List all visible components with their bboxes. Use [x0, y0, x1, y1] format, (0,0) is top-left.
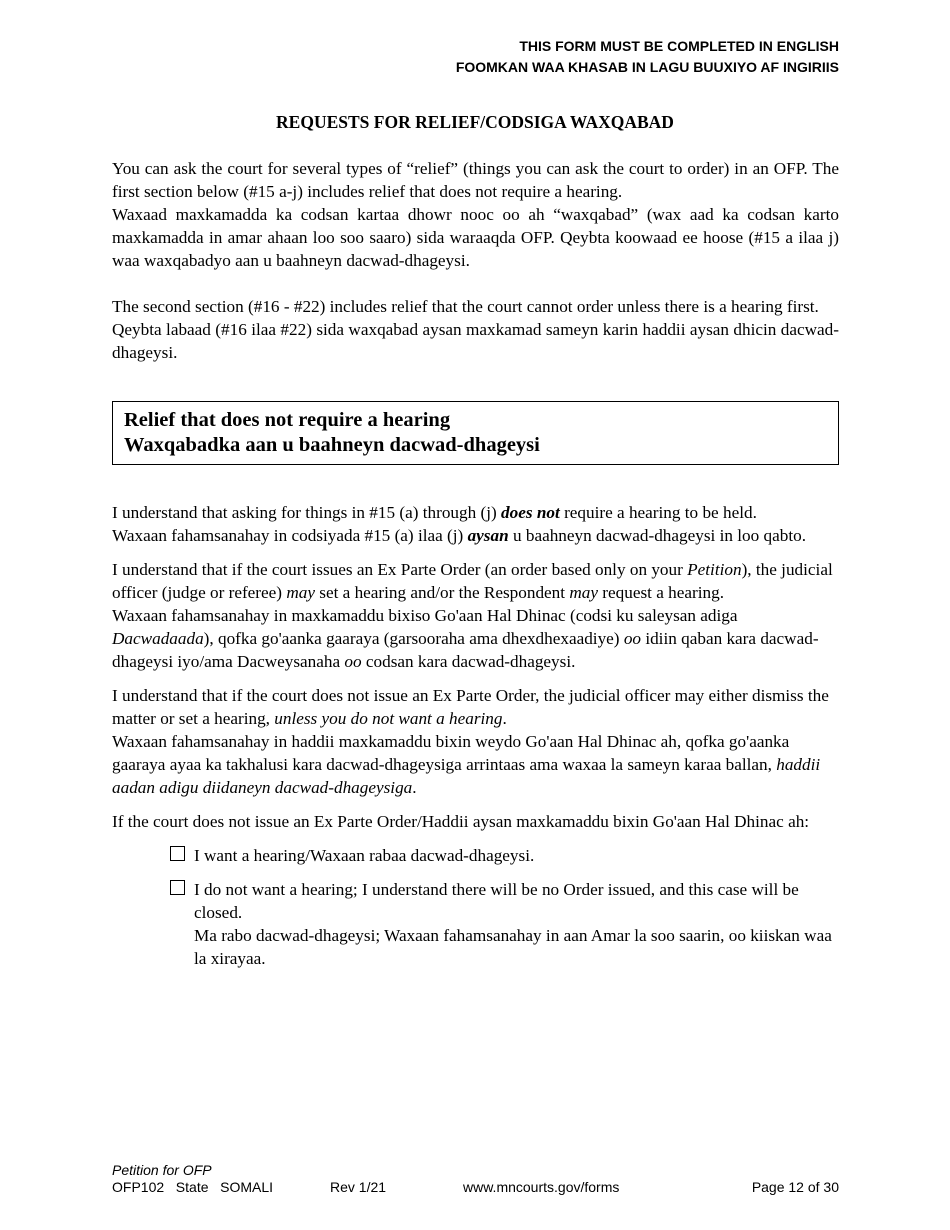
statement-no-hearing-en: I understand that asking for things in #15 (a) through (j) does not require a hearing to be held. [112, 503, 757, 522]
page-title: REQUESTS FOR RELIEF/CODSIGA WAXQABAD [276, 112, 674, 132]
statement-ex-parte-not-issued-en: I understand that if the court does not issue an Ex Parte Order, the judicial officer may either dismiss the matter or set a hearing, unless you do not want a hearing. [112, 686, 829, 728]
page-footer [112, 1162, 839, 1196]
if-no-order-prompt: If the court does not issue an Ex Parte Order/Haddii aysan maxkamaddu bixin Go'aan Hal Dhinac ah: [112, 812, 810, 831]
language-requirement-header [456, 36, 839, 78]
intro-second-section-so: Qeybta labaad (#16 ilaa #22) sida waxqabad aysan maxkamad sameyn karin haddii aysan dhicin dacwad-dhageysi. [112, 320, 839, 362]
want-hearing-checkbox[interactable] [170, 846, 185, 861]
option-no-hearing [170, 878, 839, 970]
footer-url-link[interactable]: www.mncourts.gov/forms [463, 1179, 620, 1195]
footer-details-row [112, 1179, 839, 1196]
statement-ex-parte-issued-so: Waxaan fahamsanahay in maxkamaddu bixiso Go'aan Hal Dhinac (codsi ku saleysan adiga Dacwadaada), qofka go'aanka gaaraya (garsooraha ama dhexdhexaadiye) oo idiin qaban kara dacwad-dhageysi iyo/ama Dacweysanaha oo codsan kara dacwad-dhageysi. [112, 606, 819, 671]
intro-second-section-en: The second section (#16 - #22) includes relief that the court cannot order unless there is a hearing first. [112, 297, 819, 316]
header-line-english: THIS FORM MUST BE COMPLETED IN ENGLISH [519, 38, 839, 54]
form-content [112, 157, 839, 970]
statement-ex-parte-not-issued [112, 684, 839, 799]
section-heading-so: Waxqabadka aan u baahneyn dacwad-dhageysi [124, 434, 540, 456]
statement-ex-parte-not-issued-so: Waxaan fahamsanahay in haddii maxkamaddu bixin weydo Go'aan Hal Dhinac ah, qofka go'aanka gaaraya ayaa ka takhalusi kara dacwad-dhageysiga arrintaas ama waxaa la sameyn karaa ballan, haddii aadan adigu diidaneyn dacwad-dhageysiga. [112, 732, 821, 797]
section-heading-en: Relief that does not require a hearing [124, 409, 451, 431]
intro-first-section-en: You can ask the court for several types of “relief” (things you can ask the court to order) in an OFP. The first section below (#15 a-j) includes relief that does not require a hearing. [112, 159, 839, 201]
no-hearing-checkbox[interactable] [170, 880, 185, 895]
statement-ex-parte-issued [112, 558, 839, 673]
option-want-hearing [170, 844, 839, 867]
intro-first-section-so: Waxaad maxkamadda ka codsan kartaa dhowr nooc oo ah “waxqabad” (wax aad ka codsan karto maxkamadda in amar ahaan loo soo saaro) sida waraaqda OFP. Qeybta koowaad ee hoose (#15 a ilaa j) waa waxqabadyo aan u baahneyn dacwad-dhageysi. [112, 205, 839, 270]
want-hearing-label: I want a hearing/Waxaan rabaa dacwad-dhageysi. [194, 846, 535, 865]
footer-revision: Rev 1/21 [330, 1179, 387, 1195]
statement-no-hearing-so: Waxaan fahamsanahay in codsiyada #15 (a) ilaa (j) aysan u baahneyn dacwad-dhageysi in loo qabto. [112, 526, 807, 545]
statement-ex-parte-issued-en: I understand that if the court issues an Ex Parte Order (an order based only on your Petition), the judicial officer (judge or referee) may set a hearing and/or the Respondent may request a hearing. [112, 560, 833, 602]
footer-form-name: Petition for OFP [112, 1162, 212, 1178]
footer-page-number: Page 12 of 30 [751, 1179, 839, 1195]
section-heading-box [112, 401, 839, 465]
no-hearing-label-so: Ma rabo dacwad-dhageysi; Waxaan fahamsanahay in aan Amar la soo saarin, oo kiiskan waa la xirayaa. [194, 926, 832, 968]
statement-no-hearing-required [112, 501, 839, 547]
footer-form-code: OFP102 State SOMALI [112, 1179, 274, 1195]
no-hearing-label-en: I do not want a hearing; I understand there will be no Order issued, and this case will be closed. [194, 880, 799, 922]
header-line-somali: FOOMKAN WAA KHASAB IN LAGU BUUXIYO AF INGIRIIS [455, 59, 839, 75]
